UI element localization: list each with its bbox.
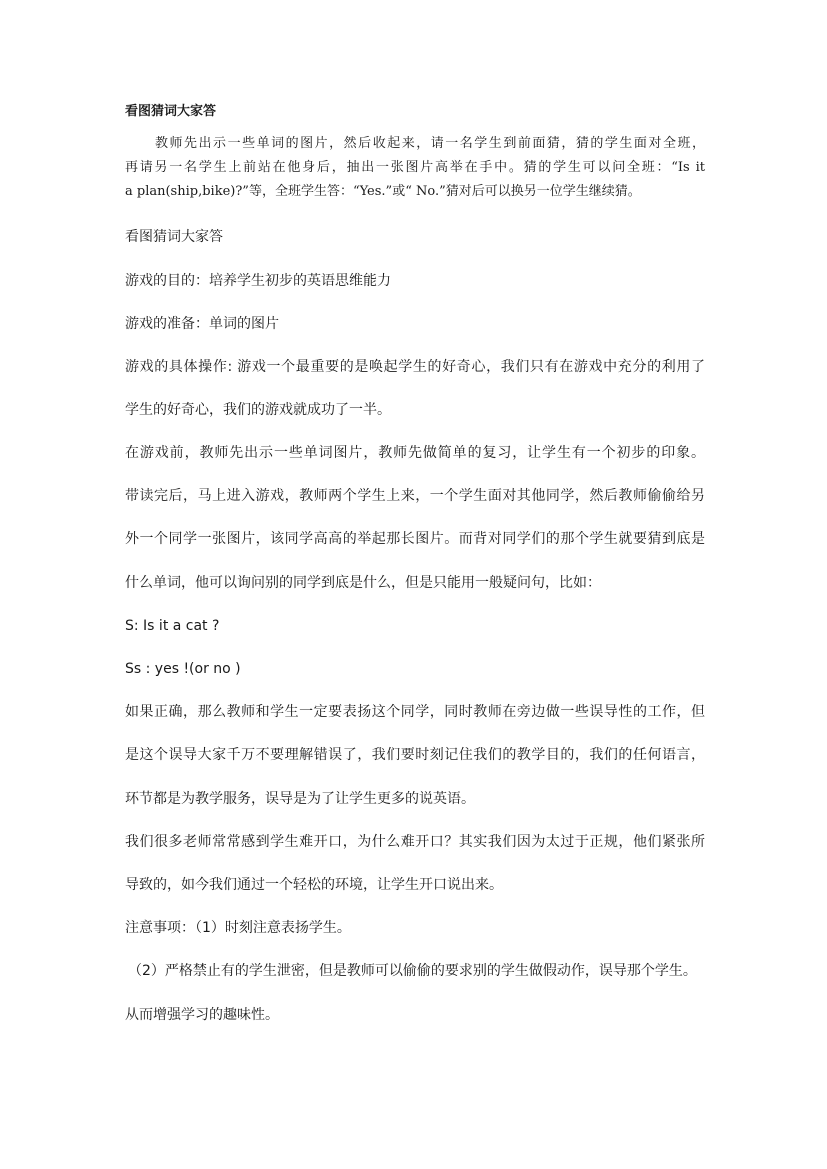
notes-item-3: 从而增强学习的趣味性。 bbox=[125, 1007, 279, 1023]
section-heading: 看图猜词大家答 bbox=[125, 229, 223, 245]
reason-line-2: 导致的，如今我们通过一个轻松的环境，让学生开口说出来。 bbox=[125, 877, 503, 893]
operation-line-3: 在游戏前，教师先出示一些单词图片，教师先做简单的复习，让学生有一个初步的印象。 bbox=[125, 445, 705, 461]
operation-line-1: 游戏的具体操作: 游戏一个最重要的是唤起学生的好奇心，我们只有在游戏中充分的利用了 bbox=[125, 359, 705, 375]
dialog-answer: Ss : yes !(or no ) bbox=[125, 661, 241, 677]
operation-line-6: 什么单词，他可以询问别的同学到底是什么，但是只能用一般疑问句，比如： bbox=[125, 575, 601, 591]
dialog-question: S: Is it a cat ? bbox=[125, 618, 220, 634]
operation-line-4: 带读完后，马上进入游戏，教师两个学生上来，一个学生面对其他同学，然后教师偷偷给另 bbox=[125, 488, 705, 504]
operation-line-5: 外一个同学一张图片，该同学高高的举起那长图片。而背对同学们的那个学生就要猜到底是 bbox=[125, 531, 705, 547]
notes-item-2: （2）严格禁止有的学生泄密，但是教师可以偷偷的要求别的学生做假动作，误导那个学生。 bbox=[128, 963, 697, 979]
operation-line-2: 学生的好奇心，我们的游戏就成功了一半。 bbox=[125, 402, 391, 418]
game-preparation: 游戏的准备：单词的图片 bbox=[125, 316, 279, 332]
intro-line-1: 教师先出示一些单词的图片，然后收起来，请一名学生到前面猜，猜的学生面对全班， bbox=[155, 136, 705, 151]
doc-title: 看图猜词大家答 bbox=[125, 104, 217, 119]
reason-line-1: 我们很多老师常常感到学生难开口，为什么难开口？其实我们因为太过于正规，他们紧张所 bbox=[125, 834, 705, 850]
notes-item-1: 注意事项：（1）时刻注意表扬学生。 bbox=[125, 920, 351, 936]
praise-line-1: 如果正确，那么教师和学生一定要表扬这个同学，同时教师在旁边做一些误导性的工作，但 bbox=[125, 704, 705, 720]
intro-line-3: a plan(ship,bike)?”等，全班学生答：“Yes.”或“ No.”猜对后可以换另一位学生继续猜。 bbox=[125, 184, 641, 199]
praise-line-3: 环节都是为教学服务，误导是为了让学生更多的说英语。 bbox=[125, 791, 475, 807]
intro-line-2: 再请另一名学生上前站在他身后，抽出一张图片高举在手中。猜的学生可以问全班：“Is it bbox=[125, 160, 705, 175]
game-purpose: 游戏的目的：培养学生初步的英语思维能力 bbox=[125, 273, 391, 289]
praise-line-2: 是这个误导大家千万不要理解错误了，我们要时刻记住我们的教学目的，我们的任何语言， bbox=[125, 747, 705, 763]
